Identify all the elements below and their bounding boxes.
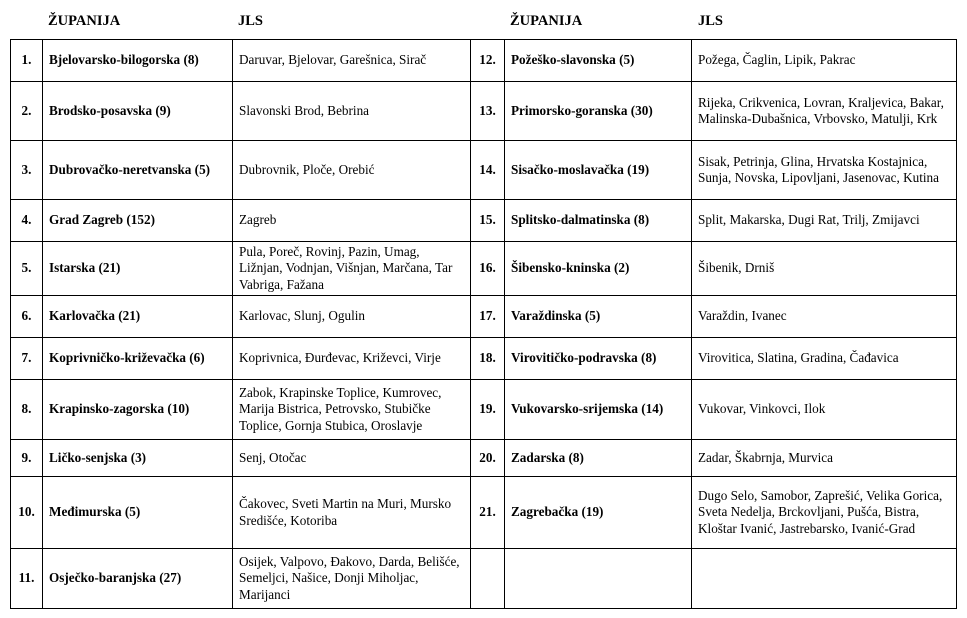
table-row xyxy=(11,242,957,296)
row-number: 18. xyxy=(471,338,505,380)
jls-list: Pula, Poreč, Rovinj, Pazin, Umag, Ližnjan, Vodnjan, Višnjan, Marčana, Tar Vabriga, Fažana xyxy=(233,242,471,296)
jls-list: Varaždin, Ivanec xyxy=(692,296,957,338)
table-row xyxy=(11,440,957,477)
row-number: 8. xyxy=(11,380,43,440)
row-number: 3. xyxy=(11,141,43,200)
header-jls-right: JLS xyxy=(698,13,723,29)
row-number: 13. xyxy=(471,82,505,141)
row-number: 14. xyxy=(471,141,505,200)
table-row xyxy=(11,477,957,549)
county-name: Dubrovačko-neretvanska (5) xyxy=(43,141,233,200)
county-name: Koprivničko-križevačka (6) xyxy=(43,338,233,380)
jls-list: Čakovec, Sveti Martin na Muri, Mursko Središće, Kotoriba xyxy=(233,477,471,549)
county-name: Zagrebačka (19) xyxy=(505,477,692,549)
county-name: Karlovačka (21) xyxy=(43,296,233,338)
jls-list: Daruvar, Bjelovar, Garešnica, Sirač xyxy=(233,40,471,82)
county-name: Primorsko-goranska (30) xyxy=(505,82,692,141)
row-number: 2. xyxy=(11,82,43,141)
county-name: Osječko-baranjska (27) xyxy=(43,549,233,609)
county-name: Grad Zagreb (152) xyxy=(43,200,233,242)
row-number: 15. xyxy=(471,200,505,242)
jls-list: Dugo Selo, Samobor, Zaprešić, Velika Gorica, Sveta Nedelja, Brckovljani, Pušća, Bistra, Kloštar Ivanić, Jastrebarsko, Ivanić-Grad xyxy=(692,477,957,549)
row-number: 20. xyxy=(471,440,505,477)
header-county-right: ŽUPANIJA xyxy=(510,13,583,29)
jls-list: Požega, Čaglin, Lipik, Pakrac xyxy=(692,40,957,82)
table-row xyxy=(11,549,957,609)
row-number: 12. xyxy=(471,40,505,82)
table-row xyxy=(11,82,957,141)
county-name: Splitsko-dalmatinska (8) xyxy=(505,200,692,242)
row-number: 9. xyxy=(11,440,43,477)
county-name: Međimurska (5) xyxy=(43,477,233,549)
jls-list: Karlovac, Slunj, Ogulin xyxy=(233,296,471,338)
row-number: 7. xyxy=(11,338,43,380)
header-jls-left: JLS xyxy=(238,13,263,29)
county-name: Sisačko-moslavačka (19) xyxy=(505,141,692,200)
jls-list: Koprivnica, Đurđevac, Križevci, Virje xyxy=(233,338,471,380)
jls-list xyxy=(692,549,957,609)
jls-list: Rijeka, Crikvenica, Lovran, Kraljevica, Bakar, Malinska-Dubašnica, Vrbovsko, Matulji, Krk xyxy=(692,82,957,141)
jls-list: Vukovar, Vinkovci, Ilok xyxy=(692,380,957,440)
county-name: Bjelovarsko-bilogorska (8) xyxy=(43,40,233,82)
row-number: 17. xyxy=(471,296,505,338)
county-name: Ličko-senjska (3) xyxy=(43,440,233,477)
county-name: Istarska (21) xyxy=(43,242,233,296)
county-name: Krapinsko-zagorska (10) xyxy=(43,380,233,440)
county-name: Zadarska (8) xyxy=(505,440,692,477)
county-name: Virovitičko-podravska (8) xyxy=(505,338,692,380)
row-number: 21. xyxy=(471,477,505,549)
row-number: 10. xyxy=(11,477,43,549)
row-number: 16. xyxy=(471,242,505,296)
table-row xyxy=(11,296,957,338)
row-number: 4. xyxy=(11,200,43,242)
row-number: 6. xyxy=(11,296,43,338)
table-row xyxy=(11,200,957,242)
row-number: 11. xyxy=(11,549,43,609)
jls-list: Sisak, Petrinja, Glina, Hrvatska Kostajnica, Sunja, Novska, Lipovljani, Jasenovac, Kutina xyxy=(692,141,957,200)
jls-list: Zagreb xyxy=(233,200,471,242)
county-name: Požeško-slavonska (5) xyxy=(505,40,692,82)
table-row xyxy=(11,380,957,440)
jls-list: Zadar, Škabrnja, Murvica xyxy=(692,440,957,477)
jls-list: Dubrovnik, Ploče, Orebić xyxy=(233,141,471,200)
jls-list: Slavonski Brod, Bebrina xyxy=(233,82,471,141)
jls-list: Virovitica, Slatina, Gradina, Čađavica xyxy=(692,338,957,380)
jls-list: Zabok, Krapinske Toplice, Kumrovec, Marija Bistrica, Petrovsko, Stubičke Toplice, Gornja Stubica, Oroslavje xyxy=(233,380,471,440)
jls-list: Šibenik, Drniš xyxy=(692,242,957,296)
table-row xyxy=(11,40,957,82)
row-number: 19. xyxy=(471,380,505,440)
counties-table xyxy=(10,39,957,609)
row-number: 1. xyxy=(11,40,43,82)
county-name: Vukovarsko-srijemska (14) xyxy=(505,380,692,440)
row-number xyxy=(471,549,505,609)
county-name: Varaždinska (5) xyxy=(505,296,692,338)
jls-list: Split, Makarska, Dugi Rat, Trilj, Zmijavci xyxy=(692,200,957,242)
table-row xyxy=(11,141,957,200)
row-number: 5. xyxy=(11,242,43,296)
jls-list: Senj, Otočac xyxy=(233,440,471,477)
county-name: Šibensko-kninska (2) xyxy=(505,242,692,296)
header-county-left: ŽUPANIJA xyxy=(48,13,121,29)
county-name xyxy=(505,549,692,609)
county-name: Brodsko-posavska (9) xyxy=(43,82,233,141)
table-row xyxy=(11,338,957,380)
table-header xyxy=(0,13,967,33)
jls-list: Osijek, Valpovo, Đakovo, Darda, Belišće, Semeljci, Našice, Donji Miholjac, Marijanci xyxy=(233,549,471,609)
